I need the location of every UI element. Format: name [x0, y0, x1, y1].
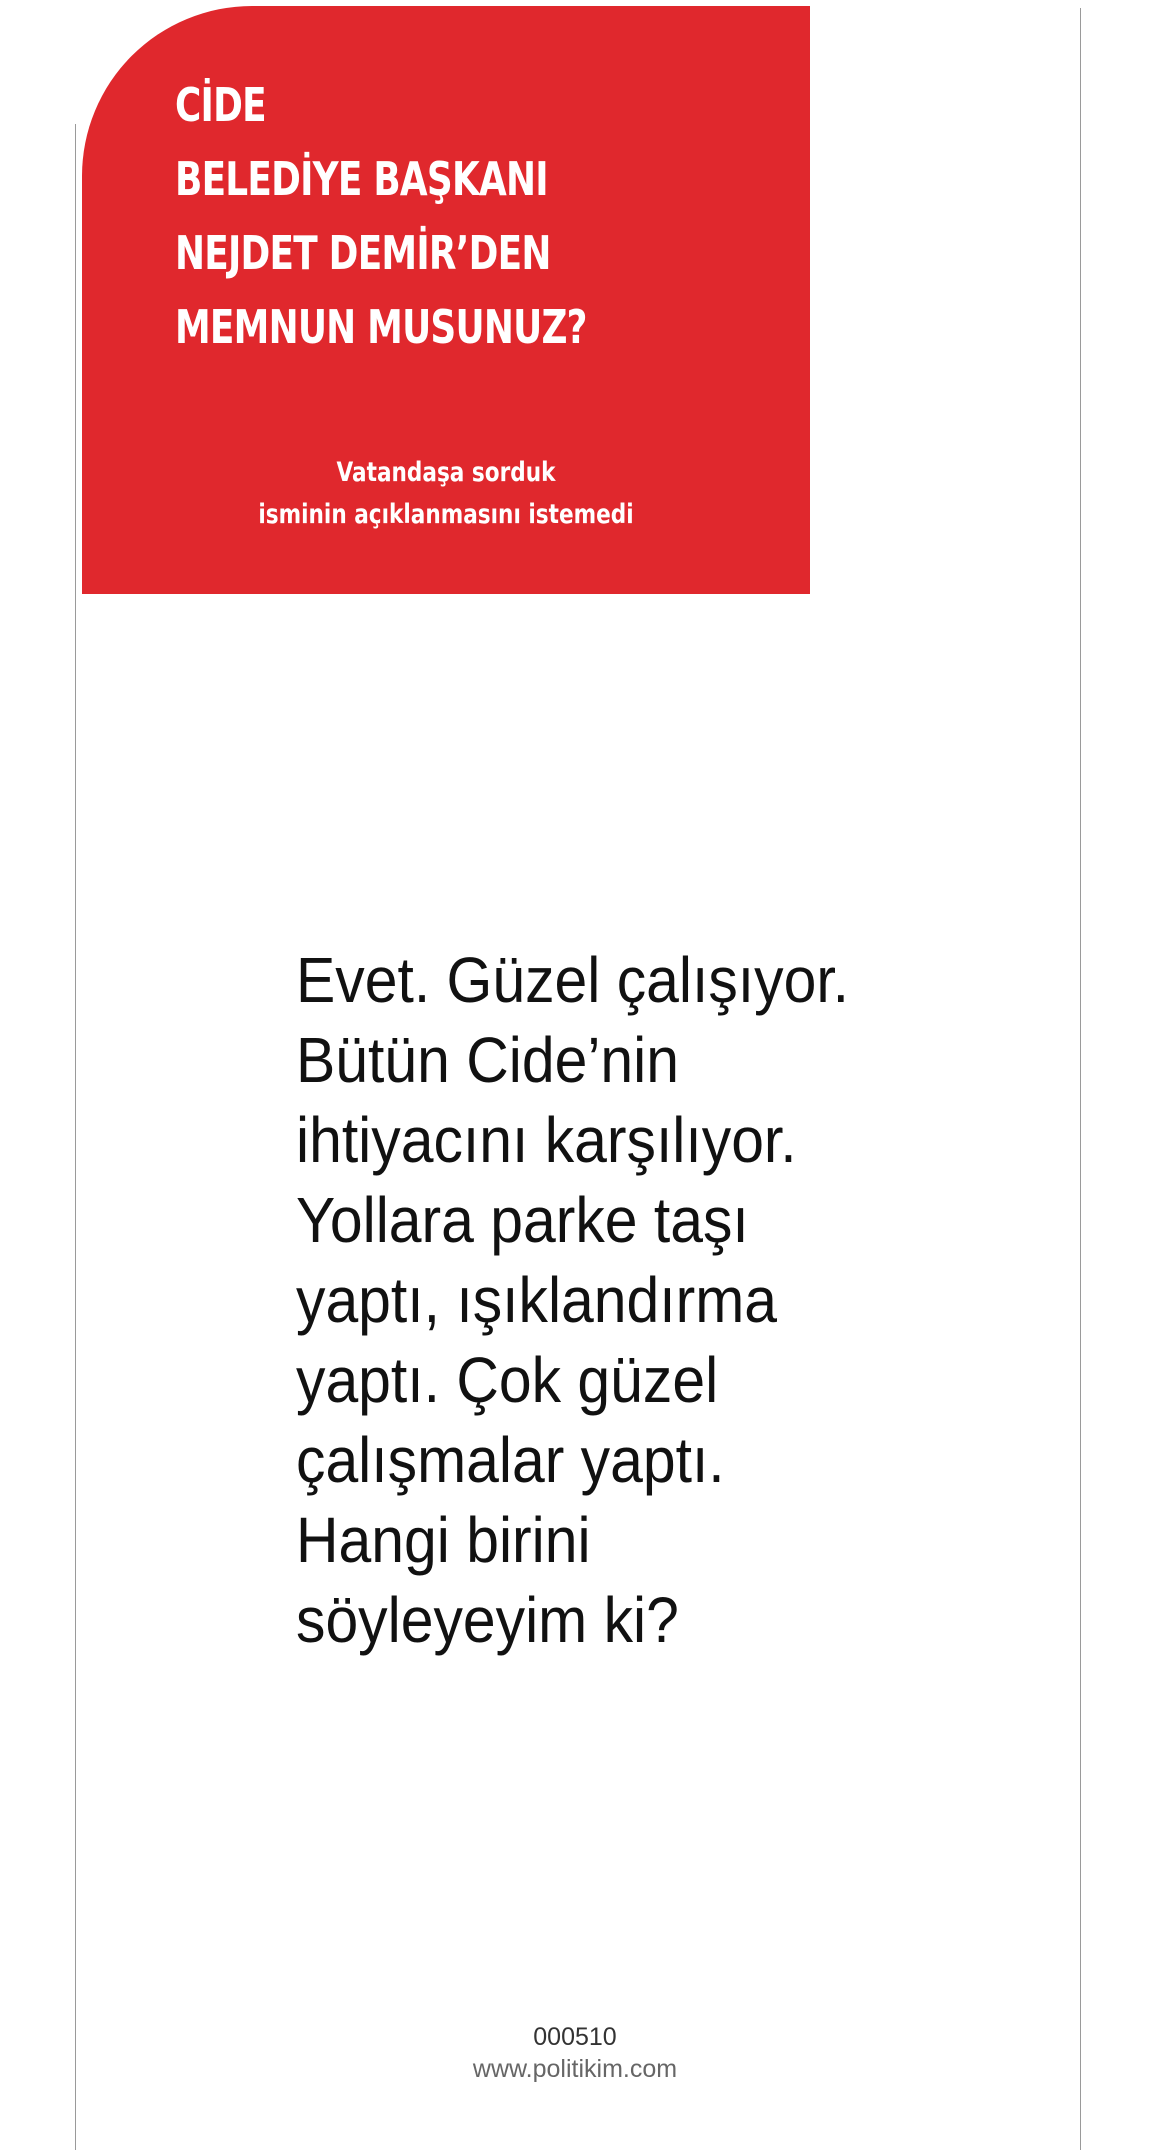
banner-subtitle — [82, 452, 810, 536]
headline-line: BELEDİYE BAŞKANI — [175, 152, 548, 206]
subtitle-line: Vatandaşa sorduk — [336, 457, 556, 488]
left-divider-line — [75, 124, 76, 2150]
quote-line: Hangi birini — [296, 1504, 591, 1576]
citizen-quote — [296, 940, 849, 1660]
right-divider-line — [1080, 8, 1081, 2150]
banner-headline — [175, 68, 587, 364]
quote-line: söyleyeyim ki? — [296, 1584, 679, 1656]
quote-line: Bütün Cide’nin — [296, 1024, 679, 1096]
headline-line: MEMNUN MUSUNUZ? — [175, 300, 587, 354]
quote-line: Yollara parke taşı — [296, 1184, 749, 1256]
subtitle-line: isminin açıklanmasını istemedi — [258, 499, 634, 530]
quote-line: Evet. Güzel çalışıyor. — [296, 944, 850, 1016]
quote-line: yaptı, ışıklandırma — [296, 1264, 778, 1336]
headline-line: CİDE — [175, 78, 266, 132]
footer-code: 000510 — [533, 2023, 617, 2051]
footer-url[interactable]: www.politikim.com — [472, 2055, 678, 2083]
quote-line: çalışmalar yaptı. — [296, 1424, 725, 1496]
headline-line: NEJDET DEMİR’DEN — [175, 226, 551, 280]
quote-line: yaptı. Çok güzel — [296, 1344, 719, 1416]
quote-line: ihtiyacını karşılıyor. — [296, 1104, 797, 1176]
